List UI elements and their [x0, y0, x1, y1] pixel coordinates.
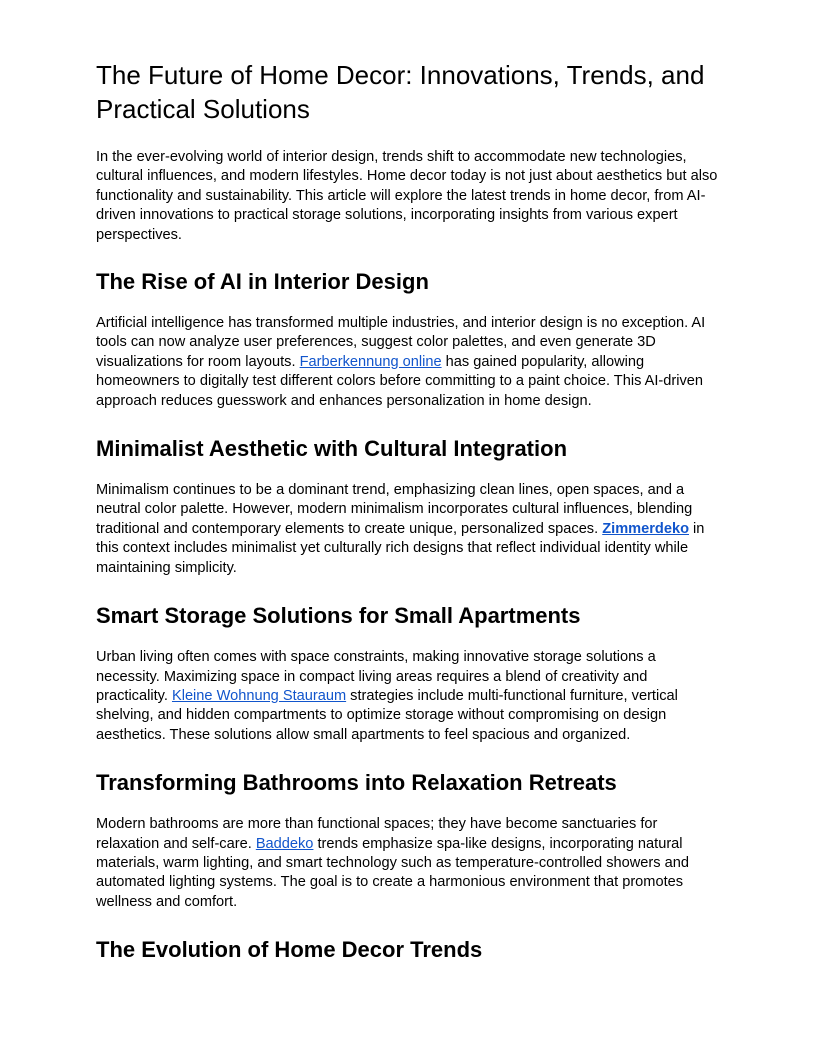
section-heading-storage: Smart Storage Solutions for Small Apartments — [96, 603, 581, 629]
body-text: Artificial intelligence has transformed multiple industries, and interior design is no exception. AI tools can now analyze user preferences, suggest color palettes, and even generate 3D visualizations for room layouts. — [96, 315, 706, 370]
body-text: in this context includes minimalist yet culturally rich designs that reflect individual identity while maintaining simplicity. — [96, 520, 705, 576]
document-page — [96, 58, 722, 982]
document-title: The Future of Home Decor: Innovations, Trends, and Practical Solutions — [96, 60, 705, 124]
body-text: Urban living often comes with space constraints, making innovative storage solutions a necessity. Maximizing space in compact living areas requires a blend of creativity and practicality. — [96, 649, 656, 704]
link-baddeko[interactable]: Baddeko — [255, 835, 314, 852]
section-heading-ai: The Rise of AI in Interior Design — [96, 269, 429, 295]
body-text: Modern bathrooms are more than functional spaces; they have become sanctuaries for relaxation and self-care. — [96, 816, 658, 852]
section-heading-evolution: The Evolution of Home Decor Trends — [96, 937, 483, 963]
body-text: has gained popularity, allowing homeowners to digitally test different colors before committing to a paint choice. This AI-driven approach reduces guesswork and enhances personalization in home design. — [96, 353, 704, 409]
section-body-bathrooms — [96, 815, 722, 912]
body-text: trends emphasize spa-like designs, incorporating natural materials, warm lighting, and smart technology such as temperature-controlled showers and automated lighting systems. The goal is to create a harmonious environment that promotes wellness and comfort. — [96, 835, 689, 910]
link-kleine-wohnung-stauraum[interactable]: Kleine Wohnung Stauraum — [171, 687, 347, 704]
section-body-storage — [96, 648, 722, 745]
body-text: strategies include multi-functional furniture, vertical shelving, and hidden compartments to optimize storage without compromising on design aesthetics. These solutions allow small apartments to feel spacious and organized. — [96, 687, 678, 743]
section-heading-bathrooms: Transforming Bathrooms into Relaxation Retreats — [96, 770, 617, 796]
section-body-minimalist — [96, 481, 722, 578]
section-body-ai — [96, 314, 722, 411]
intro-paragraph: In the ever-evolving world of interior design, trends shift to accommodate new technologies, cultural influences, and modern lifestyles. Home decor today is not just about aesthetics but also functionality and sustainability. This article will explore the latest trends in home decor, from AI-driven innovations to practical storage solutions, incorporating insights from various expert perspectives. — [96, 149, 718, 243]
link-farberkennung-online[interactable]: Farberkennung online — [299, 353, 442, 370]
link-zimmerdeko[interactable]: Zimmerdeko — [602, 520, 689, 537]
section-heading-minimalist: Minimalist Aesthetic with Cultural Integration — [96, 436, 568, 462]
body-text: Minimalism continues to be a dominant trend, emphasizing clean lines, open spaces, and a neutral color palette. However, modern minimalism incorporates cultural influences, blending traditional and contemporary elements to create unique, personalized spaces. — [96, 482, 693, 537]
